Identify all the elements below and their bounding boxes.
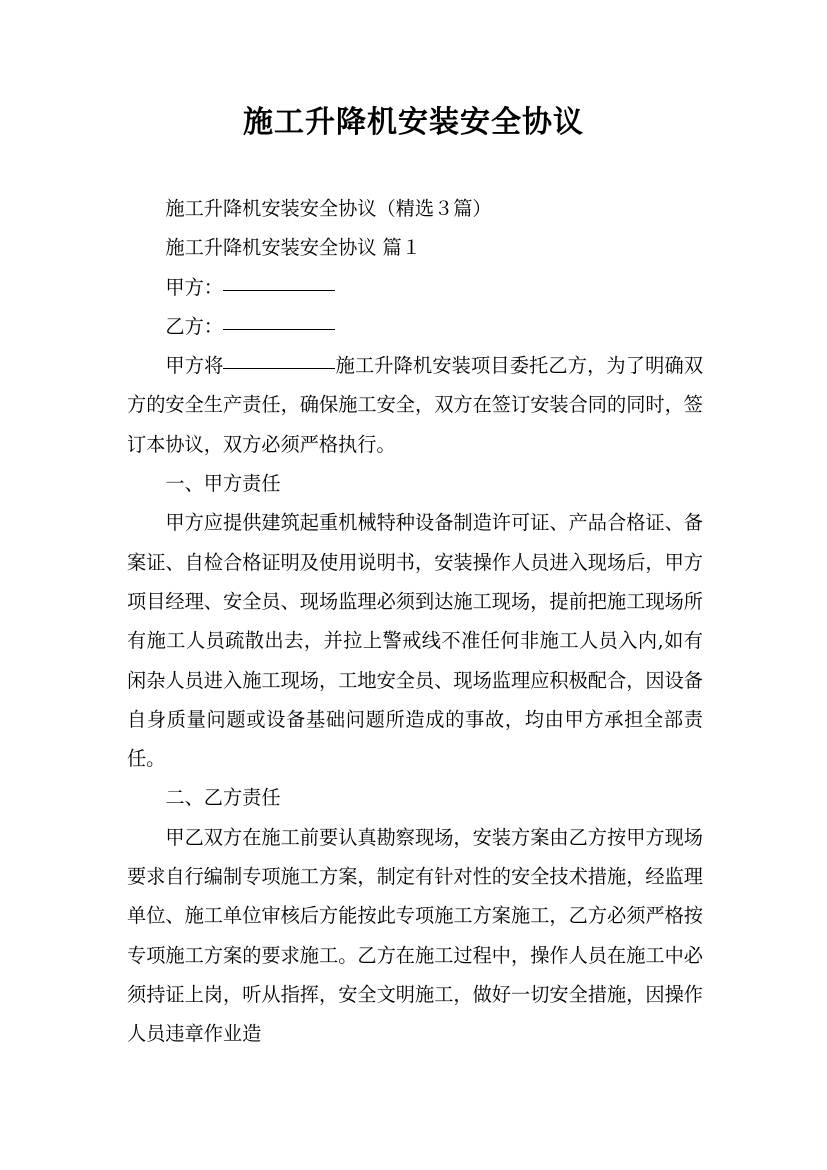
paragraph-article-heading: 施工升降机安装安全协议 篇１ [165, 236, 421, 260]
party-a-blank [223, 289, 335, 291]
party-b-blank [223, 328, 335, 330]
paragraph-intro [127, 346, 703, 464]
project-blank [223, 367, 335, 369]
intro-rest: 施工升降机安装项目委托乙方，为了明确双方的安全生产责任，确保施工安全，双方在签订安装合同的同时，签订本协议，双方必须严格执行。 [127, 354, 704, 456]
party-a-label: 甲方： [165, 275, 223, 299]
party-a-line [127, 268, 703, 307]
party-b-line [127, 307, 703, 346]
paragraph-party-a-duties: 甲方应提供建筑起重机械特种设备制造许可证、产品合格证、备案证、自检合格证明及使用说明书，安装操作人员进入现场后，甲方项目经理、安全员、现场监理必须到达施工现场，提前把施工现场所有施工人员疏散出去，并拉上警戒线不准任何非施工人员入内,如有闲杂人员进入施工现场，工地安全员、现场监理应积极配合，因设备自身质量问题或设备基础问题所造成的事故，均由甲方承担全部责任。 [127, 511, 703, 771]
document-body [127, 189, 703, 1054]
section-heading-party-b: 二、乙方责任 [165, 786, 281, 810]
document-title: 施工升降机安装安全协议 [243, 105, 584, 140]
party-b-label: 乙方： [165, 314, 223, 338]
paragraph-party-b-duties: 甲乙双方在施工前要认真勘察现场，安装方案由乙方按甲方现场要求自行编制专项施工方案，制定有针对性的安全技术措施，经监理单位、施工单位审核后方能按此专项施工方案施工，乙方必须严格按专项施工方案的要求施工。乙方在施工过程中，操作人员在施工中必须持证上岗，听从指挥，安全文明施工，做好一切安全措施，因操作人员违章作业造 [127, 825, 703, 1046]
section-heading-party-a: 一、甲方责任 [165, 472, 281, 496]
intro-lead: 甲方将 [165, 354, 224, 378]
paragraph-subtitle: 施工升降机安装安全协议（精选３篇） [165, 197, 492, 220]
